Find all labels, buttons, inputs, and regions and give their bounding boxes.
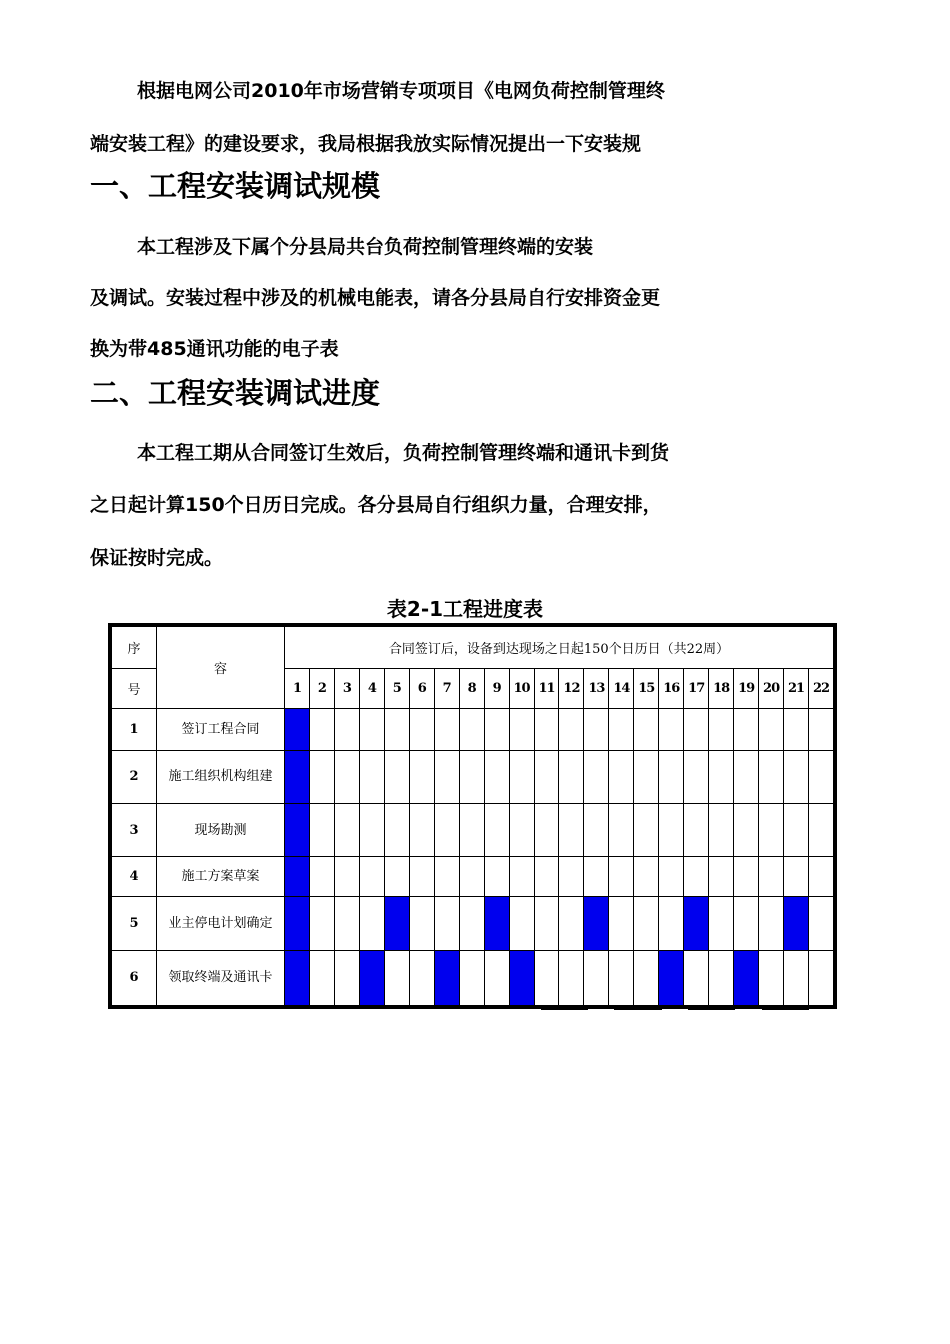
gantt-cell-week-16 [659,897,684,950]
row-seq: 3 [112,803,157,856]
week-header-7: 7 [434,669,459,709]
gantt-cell-week-20 [759,950,784,1005]
section-heading-1: 一、工程安装调试规模 [90,169,381,203]
gantt-cell-week-14 [609,857,634,897]
gantt-cell-week-10 [509,857,534,897]
gantt-bar-week-19 [734,950,759,1005]
week-header-1: 1 [285,669,310,709]
table-row [112,750,834,803]
gantt-bar-week-1 [285,857,310,897]
table-row [112,950,834,1005]
timeline-span-header: 合同签订后，设备到达现场之日起150个日历日（共22周） [285,627,834,669]
gantt-cell-week-12 [559,750,584,803]
gantt-cell-week-12 [559,897,584,950]
gantt-cell-week-6 [409,709,434,750]
gantt-cell-week-14 [609,709,634,750]
gantt-cell-week-4 [359,750,384,803]
gantt-cell-week-18 [709,897,734,950]
gantt-cell-week-19 [734,857,759,897]
gantt-cell-week-21 [784,750,809,803]
week-header-2: 2 [309,669,334,709]
row-task: 施工组织机构组建 [157,750,285,803]
gantt-cell-week-8 [459,709,484,750]
gantt-cell-week-18 [709,803,734,856]
gantt-cell-week-2 [309,750,334,803]
gantt-cell-week-2 [309,803,334,856]
gantt-cell-week-11 [534,897,559,950]
paragraph-1-line-2: 端安装工程》的建设要求，我局根据我放实际情况提出一下安装规 [90,133,642,155]
gantt-cell-week-19 [734,750,759,803]
gantt-cell-week-19 [734,709,759,750]
gantt-cell-week-8 [459,857,484,897]
row-seq: 1 [112,709,157,750]
week-header-18: 18 [709,669,734,709]
gantt-cell-week-13 [584,750,609,803]
week-header-11: 11 [534,669,559,709]
gantt-bar-week-9 [484,897,509,950]
gantt-cell-week-17 [684,803,709,856]
paragraph-2-line-1: 本工程涉及下属个分县局共台负荷控制管理终端的安装 [137,236,594,258]
row-task: 签订工程合同 [157,709,285,750]
gantt-cell-week-7 [434,897,459,950]
gantt-cell-week-22 [809,857,834,897]
gantt-bar-week-10 [509,950,534,1005]
gantt-cell-week-15 [634,857,659,897]
gantt-cell-week-10 [509,803,534,856]
gantt-cell-week-16 [659,709,684,750]
week-header-16: 16 [659,669,684,709]
gantt-bar-week-1 [285,950,310,1005]
week-header-17: 17 [684,669,709,709]
header-row-top [112,627,834,669]
row-seq: 2 [112,750,157,803]
row-task: 业主停电计划确定 [157,897,285,950]
row-task: 现场勘测 [157,803,285,856]
gantt-cell-week-22 [809,709,834,750]
gantt-cell-week-4 [359,803,384,856]
table-row [112,857,834,897]
gantt-cell-week-12 [559,857,584,897]
gantt-bar-week-1 [285,750,310,803]
bottom-rule-3 [688,1007,735,1010]
gantt-cell-week-15 [634,709,659,750]
gantt-cell-week-18 [709,857,734,897]
gantt-cell-week-17 [684,950,709,1005]
section-heading-2: 二、工程安装调试进度 [90,376,381,410]
gantt-cell-week-18 [709,950,734,1005]
gantt-cell-week-5 [384,803,409,856]
week-header-21: 21 [784,669,809,709]
gantt-cell-week-8 [459,803,484,856]
gantt-cell-week-3 [334,950,359,1005]
gantt-cell-week-9 [484,709,509,750]
seq-header-bottom: 号 [112,669,157,709]
gantt-cell-week-12 [559,803,584,856]
gantt-cell-week-16 [659,803,684,856]
gantt-cell-week-22 [809,950,834,1005]
gantt-cell-week-16 [659,750,684,803]
bottom-rule-2 [614,1007,662,1010]
bottom-rule-4 [762,1007,809,1010]
gantt-cell-week-7 [434,750,459,803]
gantt-cell-week-3 [334,709,359,750]
gantt-cell-week-19 [734,803,759,856]
gantt-cell-week-5 [384,750,409,803]
gantt-cell-week-9 [484,750,509,803]
gantt-cell-week-12 [559,950,584,1005]
gantt-cell-week-17 [684,750,709,803]
week-header-4: 4 [359,669,384,709]
gantt-cell-week-2 [309,897,334,950]
gantt-cell-week-21 [784,950,809,1005]
gantt-cell-week-10 [509,897,534,950]
paragraph-1-line-1: 根据电网公司2010年市场营销专项项目《电网负荷控制管理终 [137,80,665,102]
gantt-cell-week-8 [459,750,484,803]
paragraph-2-line-3: 换为带485通讯功能的电子表 [90,338,339,360]
week-header-8: 8 [459,669,484,709]
week-header-5: 5 [384,669,409,709]
gantt-cell-week-16 [659,857,684,897]
gantt-cell-week-20 [759,709,784,750]
gantt-cell-week-18 [709,709,734,750]
row-seq: 6 [112,950,157,1005]
gantt-cell-week-21 [784,803,809,856]
gantt-cell-week-7 [434,803,459,856]
gantt-cell-week-14 [609,750,634,803]
gantt-cell-week-11 [534,857,559,897]
gantt-cell-week-8 [459,950,484,1005]
gantt-cell-week-14 [609,950,634,1005]
gantt-cell-week-4 [359,857,384,897]
gantt-bar-week-5 [384,897,409,950]
gantt-cell-week-6 [409,897,434,950]
seq-header-top: 序 [112,627,157,669]
table-row [112,803,834,856]
gantt-cell-week-11 [534,950,559,1005]
gantt-cell-week-5 [384,950,409,1005]
gantt-cell-week-13 [584,709,609,750]
gantt-cell-week-17 [684,857,709,897]
row-seq: 5 [112,897,157,950]
gantt-cell-week-20 [759,897,784,950]
week-header-3: 3 [334,669,359,709]
gantt-bar-week-1 [285,897,310,950]
gantt-bar-week-1 [285,709,310,750]
gantt-cell-week-9 [484,950,509,1005]
gantt-cell-week-11 [534,709,559,750]
gantt-cell-week-13 [584,950,609,1005]
paragraph-3-line-2: 之日起计算150个日历日完成。各分县局自行组织力量，合理安排， [90,494,662,516]
gantt-cell-week-6 [409,950,434,1005]
week-header-9: 9 [484,669,509,709]
gantt-cell-week-3 [334,750,359,803]
week-header-10: 10 [509,669,534,709]
content-header: 容 [157,627,285,709]
gantt-cell-week-20 [759,750,784,803]
gantt-cell-week-11 [534,803,559,856]
week-header-14: 14 [609,669,634,709]
gantt-cell-week-20 [759,803,784,856]
week-header-6: 6 [409,669,434,709]
gantt-cell-week-19 [734,897,759,950]
gantt-cell-week-17 [684,709,709,750]
gantt-cell-week-3 [334,803,359,856]
week-header-12: 12 [559,669,584,709]
gantt-cell-week-2 [309,950,334,1005]
gantt-cell-week-7 [434,857,459,897]
gantt-cell-week-21 [784,709,809,750]
gantt-cell-week-2 [309,709,334,750]
gantt-cell-week-10 [509,709,534,750]
gantt-cell-week-6 [409,803,434,856]
gantt-bar-week-13 [584,897,609,950]
bottom-rule-1 [541,1007,588,1010]
gantt-bar-week-1 [285,803,310,856]
gantt-cell-week-2 [309,857,334,897]
table-row [112,897,834,950]
schedule-table [108,623,837,1009]
gantt-cell-week-11 [534,750,559,803]
gantt-cell-week-14 [609,897,634,950]
gantt-cell-week-13 [584,857,609,897]
week-header-15: 15 [634,669,659,709]
paragraph-3-line-1: 本工程工期从合同签订生效后，负荷控制管理终端和通讯卡到货 [137,442,670,464]
week-header-19: 19 [734,669,759,709]
gantt-cell-week-8 [459,897,484,950]
gantt-cell-week-22 [809,803,834,856]
gantt-bar-week-7 [434,950,459,1005]
gantt-cell-week-4 [359,709,384,750]
gantt-cell-week-5 [384,709,409,750]
gantt-cell-week-5 [384,857,409,897]
gantt-bar-week-21 [784,897,809,950]
gantt-cell-week-22 [809,897,834,950]
week-header-13: 13 [584,669,609,709]
gantt-cell-week-20 [759,857,784,897]
paragraph-2-line-2: 及调试。安装过程中涉及的机械电能表，请各分县局自行安排资金更 [90,287,661,309]
row-task: 领取终端及通讯卡 [157,950,285,1005]
gantt-cell-week-3 [334,897,359,950]
gantt-cell-week-15 [634,750,659,803]
gantt-bar-week-16 [659,950,684,1005]
gantt-cell-week-6 [409,750,434,803]
gantt-cell-week-3 [334,857,359,897]
gantt-cell-week-6 [409,857,434,897]
row-seq: 4 [112,857,157,897]
gantt-cell-week-15 [634,897,659,950]
row-task: 施工方案草案 [157,857,285,897]
gantt-cell-week-7 [434,709,459,750]
week-header-20: 20 [759,669,784,709]
gantt-cell-week-14 [609,803,634,856]
gantt-cell-week-18 [709,750,734,803]
gantt-cell-week-22 [809,750,834,803]
gantt-cell-week-12 [559,709,584,750]
gantt-cell-week-9 [484,857,509,897]
gantt-cell-week-15 [634,803,659,856]
gantt-cell-week-13 [584,803,609,856]
gantt-bar-week-4 [359,950,384,1005]
table-caption: 表2-1工程进度表 [386,597,544,621]
gantt-cell-week-10 [509,750,534,803]
gantt-cell-week-4 [359,897,384,950]
gantt-cell-week-9 [484,803,509,856]
paragraph-3-line-3: 保证按时完成。 [90,547,224,569]
week-header-22: 22 [809,669,834,709]
gantt-cell-week-15 [634,950,659,1005]
table-row [112,709,834,750]
gantt-cell-week-21 [784,857,809,897]
gantt-bar-week-17 [684,897,709,950]
